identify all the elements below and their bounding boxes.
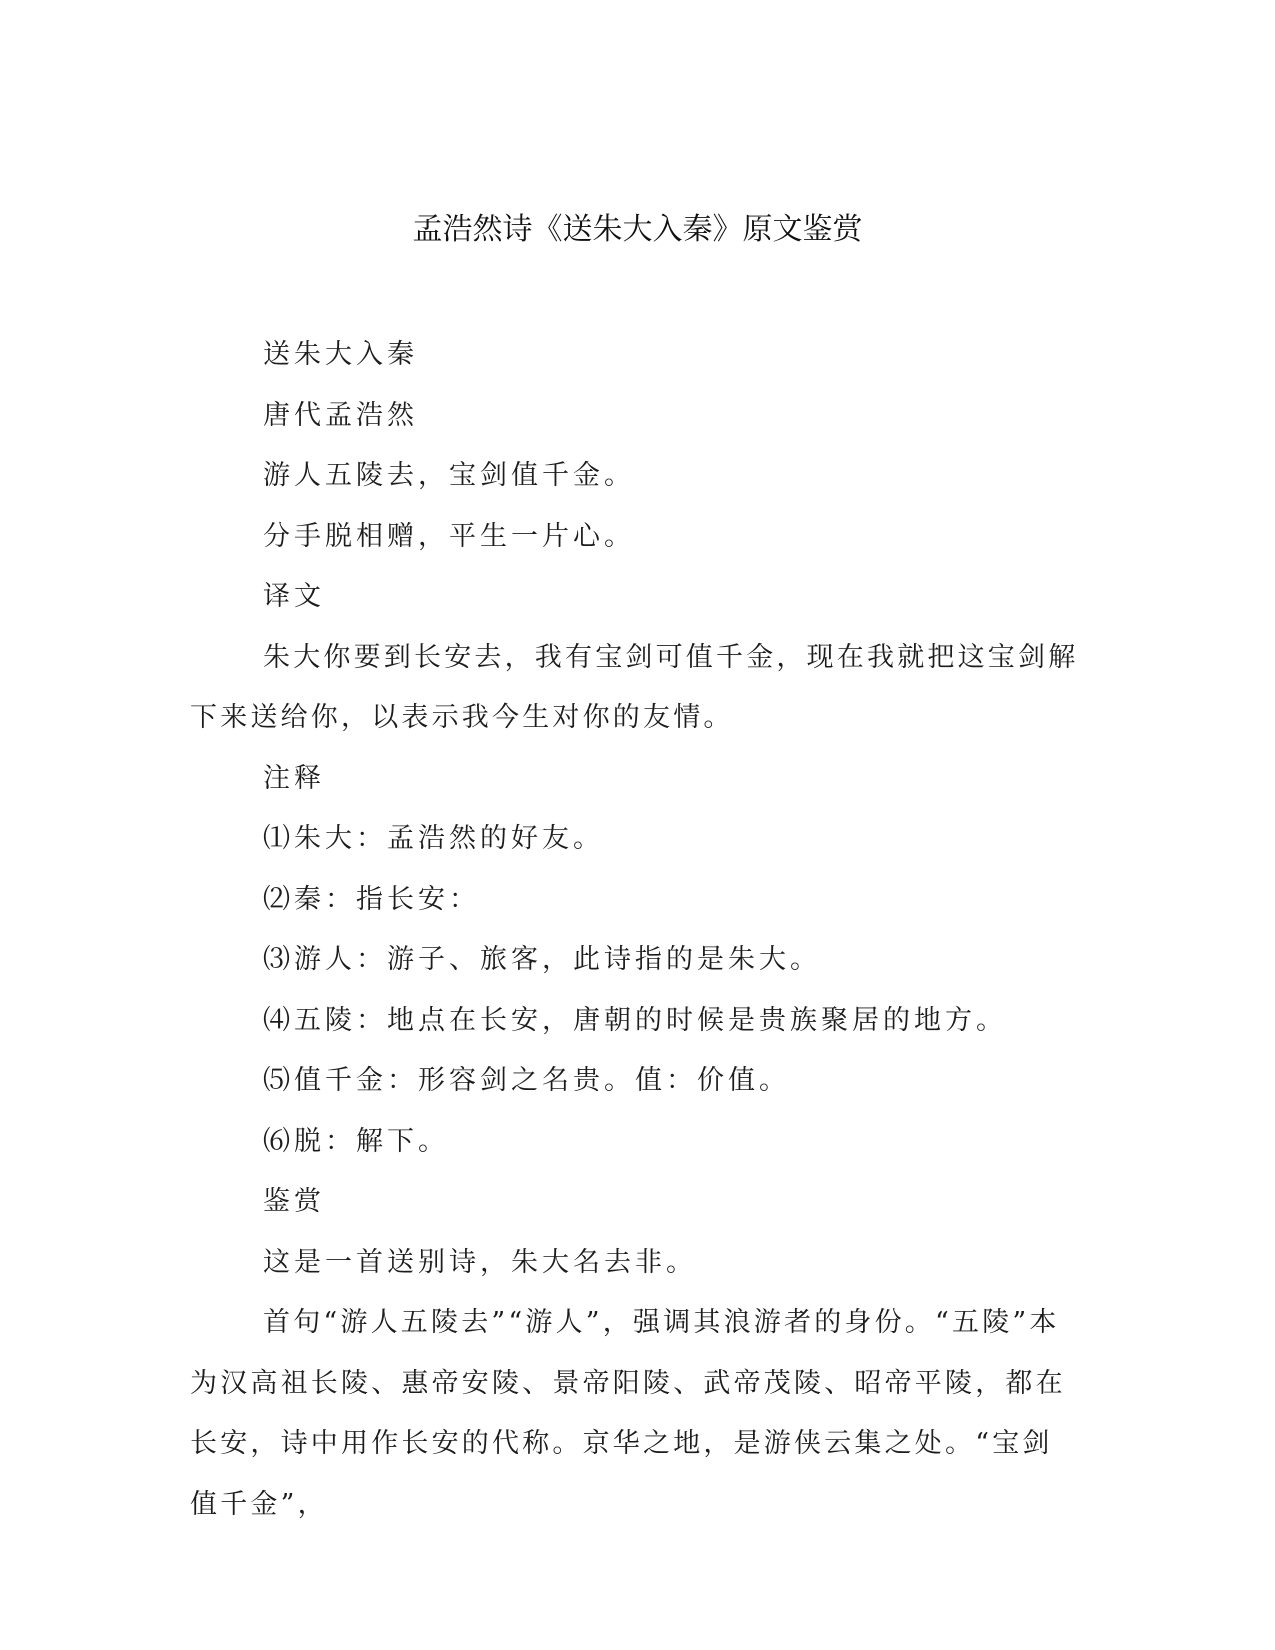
translation-paragraph: 朱大你要到长安去，我有宝剑可值千金，现在我就把这宝剑解下来送给你，以表示我今生对你的友情。 — [190, 641, 1079, 733]
note-item: ⑵秦：指长安： — [263, 883, 480, 915]
section-heading-appreciation: 鉴赏 — [263, 1186, 325, 1217]
poem-line-2: 分手脱相赠，平生一片心。 — [263, 520, 635, 552]
note-item: ⑴朱大：孟浩然的好友。 — [263, 823, 604, 854]
appreciation-paragraph: 首句“游人五陵去”“游人”，强调其浪游者的身份。“五陵”本为汉高祖长陵、惠帝安陵、景帝阳陵、武帝茂陵、昭帝平陵，都在长安，诗中用作长安的代称。京华之地，是游侠云集之处。“宝剑值千金”， — [190, 1307, 1066, 1520]
document-title: 孟浩然诗《送朱大入秦》原文鉴赏 — [412, 212, 863, 247]
section-heading-notes: 注释 — [263, 762, 325, 794]
note-item: ⑹脱：解下。 — [263, 1125, 449, 1157]
note-item: ⑶游人：游子、旅客，此诗指的是朱大。 — [263, 944, 821, 975]
appreciation-paragraph: 这是一首送别诗，朱大名去非。 — [263, 1246, 697, 1278]
poem-line-1: 游人五陵去，宝剑值千金。 — [263, 460, 635, 491]
poem-author: 唐代孟浩然 — [263, 399, 418, 431]
note-item: ⑸值千金：形容剑之名贵。值：价值。 — [263, 1065, 790, 1096]
note-item: ⑷五陵：地点在长安，唐朝的时候是贵族聚居的地方。 — [263, 1004, 1007, 1036]
poem-title: 送朱大入秦 — [263, 339, 418, 370]
document-body — [190, 325, 1080, 1535]
section-heading-translation: 译文 — [263, 581, 325, 612]
